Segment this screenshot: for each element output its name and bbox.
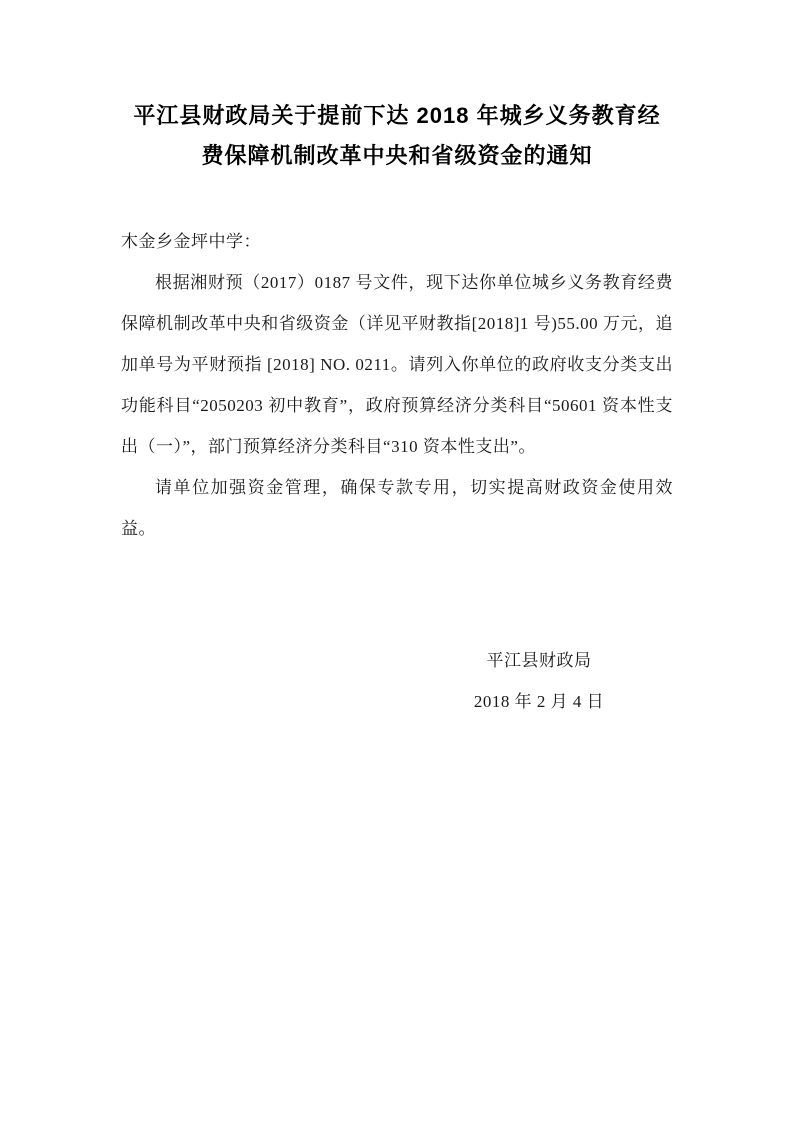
signature-block (419, 640, 659, 722)
signature-org: 平江县财政局 (486, 651, 592, 670)
document-title-line-1: 平江县财政局关于提前下达 2018 年城乡义务教育经 (133, 103, 661, 128)
document-title-line-2: 费保障机制改革中央和省级资金的通知 (201, 143, 593, 168)
document-title (121, 96, 673, 176)
addressee-line: 木金乡金坪中学： (121, 232, 261, 251)
body-paragraph-1: 根据湘财预（2017）0187 号文件，现下达你单位城乡义务教育经费保障机制改革中央和省级资金（详见平财教指[2018]1 号)55.00 万元，追加单号为平财预指 [2018] NO. 0211。请列入你单位的政府收支分类支出功能科目“2050203 初中教育”，政府预算经济分类科目“50601 资本性支出（一）”，部门预算经济分类科目“310 资本性支出”。 (121, 273, 673, 456)
signature-date: 2018 年 2 月 4 日 (473, 692, 605, 711)
body-paragraph-2: 请单位加强资金管理，确保专款专用，切实提高财政资金使用效益。 (121, 478, 673, 538)
